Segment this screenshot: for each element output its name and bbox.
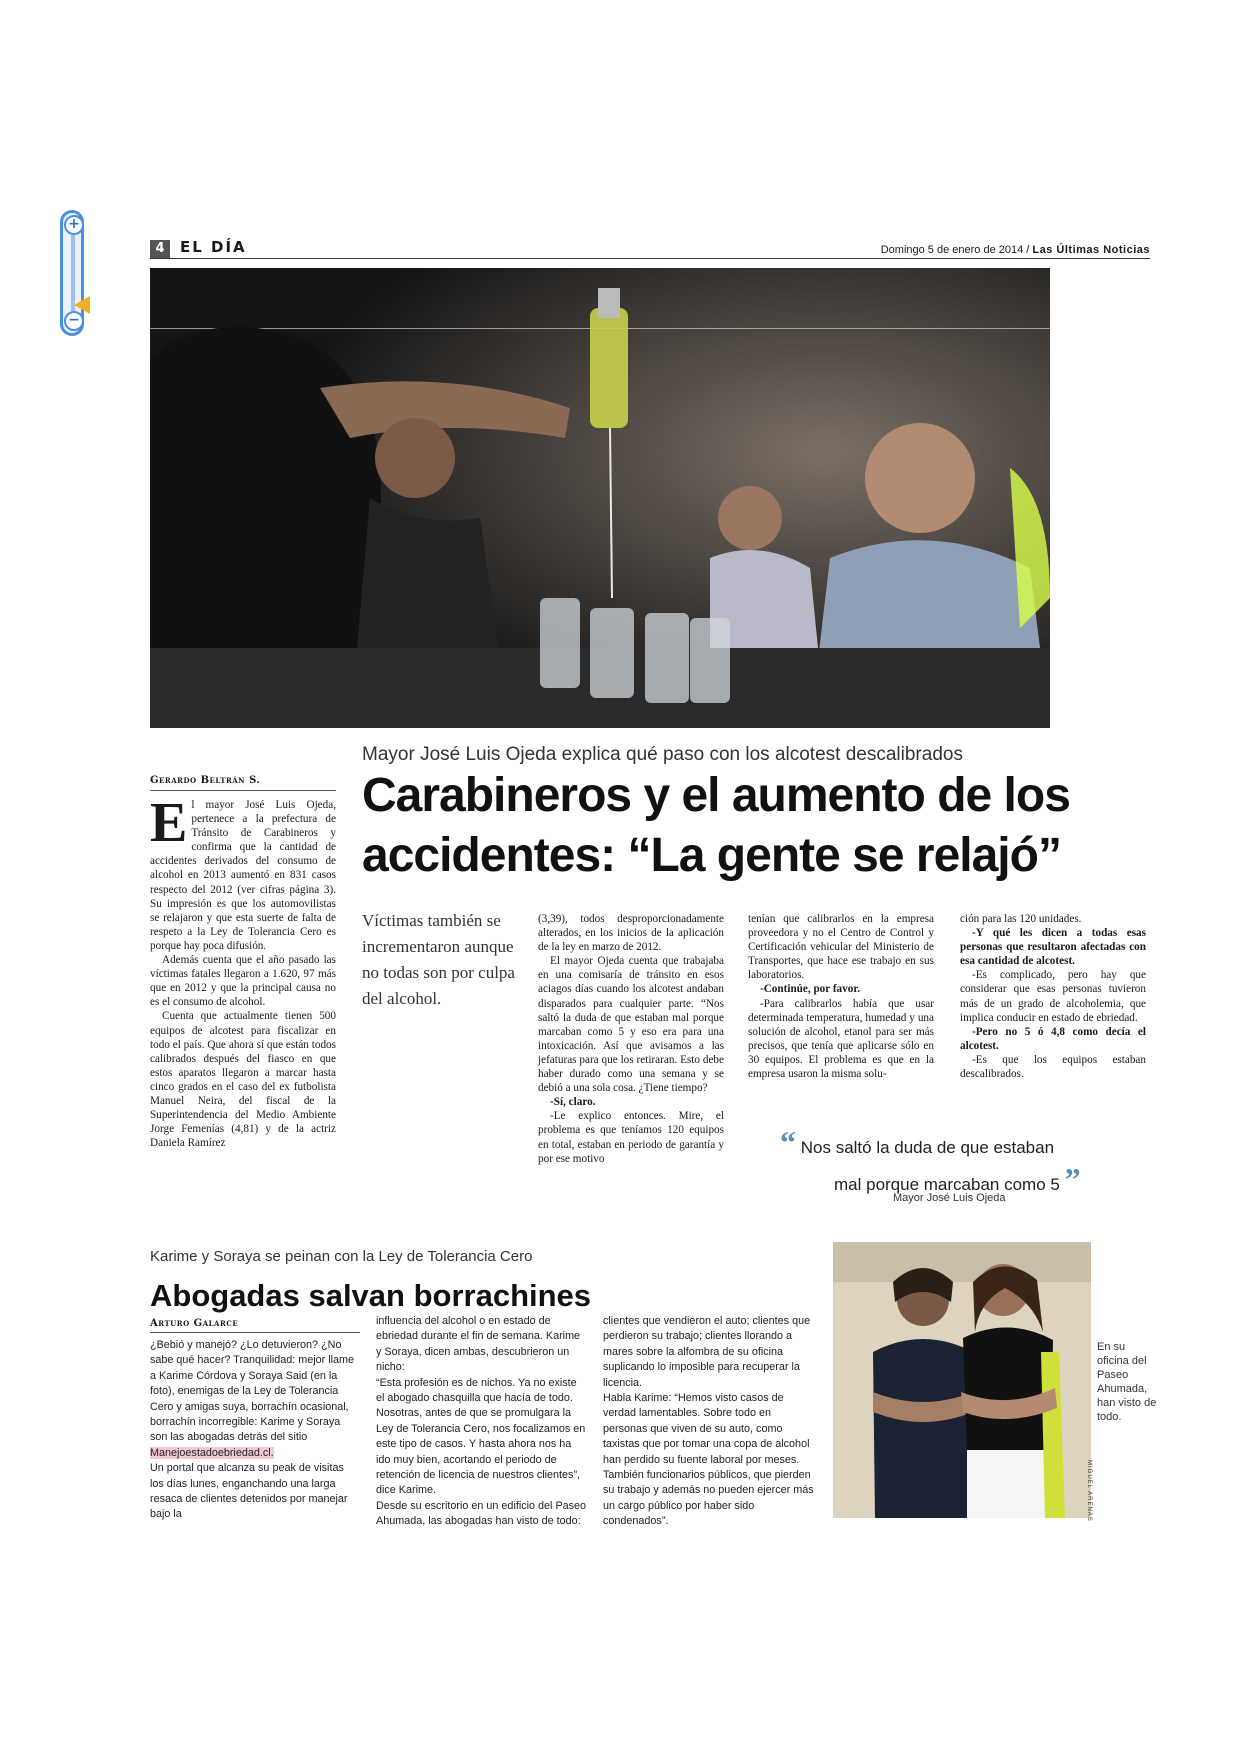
paragraph: ción para las 120 unidades. bbox=[960, 913, 1082, 925]
lawyers-photo bbox=[833, 1242, 1091, 1518]
article-column-3 bbox=[538, 912, 724, 1166]
article-column-1 bbox=[150, 792, 336, 1150]
paragraph: Un portal que alcanza su peak de visitas los días lunes, enganchando una larga resaca de clientes detenidos por manejar bajo la bbox=[150, 1462, 348, 1521]
second-column-2 bbox=[376, 1314, 588, 1530]
paragraph: l mayor José Luis Ojeda, pertenece a la prefectura de Tránsito de Carabineros y confirma que la cantidad de accidentes derivados del consumo de alcohol en 2013 aumentó en 831 casos respecto del 2012 (ver cifras página 3). Su impresión es que los automovilistas se relajaron y que esta suerte de falta de respeto a la Ley de Tolerancia Cero es porque hay poca difusión. bbox=[150, 799, 336, 952]
lawyers-photo-illustration bbox=[833, 1242, 1091, 1518]
drop-cap: E bbox=[150, 792, 188, 854]
paragraph: Habla Karime: “Hemos visto casos de verdad lamentables. Sobre todo en personas que viven de su auto, como taxistas que por tomar una copa de alcohol han perdido su fuente laboral por meses. También funcionarios públicos, que pierden su trabajo y además no pueden ejercer más un cargo público por haber sido condenados”. bbox=[603, 1392, 814, 1528]
second-article-kicker: Karime y Soraya se peinan con la Ley de Tolerancia Cero bbox=[150, 1248, 533, 1265]
paragraph: influencia del alcohol o en estado de ebriedad durante el fin de semana. Karime y Soraya, dicen ambas, descubrieron un nicho: bbox=[376, 1315, 581, 1374]
paragraph: tenían que calibrarlos en la empresa proveedora y no el Centro de Control y Certificación vehicular del Ministerio de Transportes, que hace ese trabajo en sus laboratorios. bbox=[748, 913, 934, 982]
zoom-handle[interactable] bbox=[74, 296, 90, 314]
quote-text-1: Nos saltó la duda de que estaban bbox=[800, 1138, 1055, 1157]
section-title: EL DÍA bbox=[180, 238, 247, 256]
zoom-out-button[interactable]: − bbox=[64, 311, 84, 331]
paragraph: -Para calibrarlos había que usar determinada temperatura, humedad y una solución de alcohol, etanol para ser más precisos, que tenía que aplicarse sólo en 30 equipos. El problema es que en la empresa usaron la misma solu- bbox=[748, 997, 934, 1081]
paragraph bbox=[150, 1338, 360, 1461]
paragraph: -Sí, claro. bbox=[550, 1096, 596, 1109]
newspaper-name: Las Últimas Noticias bbox=[1032, 244, 1150, 256]
paragraph: clientes que vendieron el auto; clientes que perdieron su trabajo; clientes llorando a mares sobre la alfombra de su oficina suplicando lo imposible para recuperar la licencia. bbox=[603, 1315, 811, 1389]
bar-photo-illustration bbox=[150, 268, 1050, 728]
zoom-slider[interactable] bbox=[60, 210, 84, 336]
paragraph: Desde su escritorio en un edificio del Paseo Ahumada, las abogadas han visto de todo: bbox=[376, 1499, 587, 1528]
page-number: 4 bbox=[150, 240, 170, 258]
dateline bbox=[881, 244, 1150, 256]
paragraph: (3,39), todos desproporcionadamente alterados, en los inicios de la aplicación de la ley en marzo de 2012. bbox=[538, 913, 724, 954]
second-column-1 bbox=[150, 1338, 360, 1523]
zoom-in-button[interactable]: + bbox=[64, 215, 84, 235]
paragraph: Además cuenta que el año pasado las víctimas fatales llegaron a 1.620, 97 más que en 2012 y que la principal causa no es el consumo de alcohol. bbox=[150, 954, 336, 1009]
paragraph: -Pero no 5 ó 4,8 como decía el alcotest. bbox=[960, 1025, 1146, 1052]
second-column-3 bbox=[603, 1314, 815, 1530]
pull-quote bbox=[780, 1124, 1160, 1198]
second-byline-rule bbox=[150, 1332, 360, 1333]
article-column-5 bbox=[960, 912, 1146, 1081]
article-kicker: Mayor José Luis Ojeda explica qué paso con los alcotest descalibrados bbox=[362, 744, 963, 765]
paragraph: -Es complicado, pero hay que considerar que esas personas tuvieron más de un grado de alcoholemia, que implica conducir en estado de ebriedad. bbox=[960, 969, 1146, 1024]
photo-caption: En su oficina del Paseo Ahumada, han visto de todo. bbox=[1097, 1341, 1157, 1423]
open-quote-mark: “ bbox=[780, 1124, 796, 1160]
paragraph: -Y qué les dicen a todas esas personas que resultaron afectadas con esa cantidad de alcotest. bbox=[960, 927, 1146, 968]
paragraph: -Le explico entonces. Mire, el problema es que teníamos 120 equipos en total, estaban en periodo de garantía y por ese motivo bbox=[538, 1110, 724, 1165]
byline-rule bbox=[150, 790, 336, 791]
dateline-separator: / bbox=[1023, 244, 1033, 256]
photo-credit: MIGUEL ARENAS bbox=[1086, 1460, 1092, 1522]
close-quote-mark: ” bbox=[1064, 1161, 1081, 1197]
article-headline: Carabineros y el aumento de los accidentes: “La gente se relajó” bbox=[362, 769, 1070, 882]
paragraph: -Continúe, por favor. bbox=[760, 983, 861, 996]
website-link[interactable]: Manejoestadoebriedad.cl. bbox=[150, 1446, 274, 1459]
article-column-4 bbox=[748, 912, 934, 1081]
quote-text-2: mal porque marcaban como 5 bbox=[834, 1175, 1060, 1194]
paragraph: Cuenta que actualmente tienen 500 equipos de alcotest para fiscalizar en todo el país. Que ahora sí que están todos calibrados después del fiasco en que estos aparatos llegaron a marcar hasta cinco grados en el caso del ex futbolista Manuel Neira, del fiscal de la Superintendencia del Medio Ambiente Jorge Femenías (4,81) y de la actriz Daniela Ramírez bbox=[150, 1010, 336, 1150]
paragraph-text: ¿Bebió y manejó? ¿Lo detuvieron? ¿No sabe qué hacer? Tranquilidad: mejor llame a Karime Córdova y Soraya Said (en la foto), enemigas de la Ley de Tolerancia Cero y amigas suya, borrachín ocasional, borrachín incorregible: Karime y Soraya son las abogadas detrás del sitio bbox=[150, 1339, 355, 1444]
byline: Gerardo Beltrán S. bbox=[150, 775, 261, 786]
second-byline: Arturo Galarce bbox=[150, 1318, 239, 1329]
pull-text: Víctimas también se incrementaron aunque no todas son por culpa del alcohol. bbox=[362, 911, 515, 1008]
quote-line-1 bbox=[780, 1124, 1160, 1161]
paragraph: “Esta profesión es de nichos. Ya no existe el abogado chasquilla que hacía de todo. Nosotras, antes de que se promulgara la Ley de Tolerancia Cero, nos focalizamos en este tipo de casos. Y hasta ahora nos ha ido muy bien, acortando el periodo de retención de licencia de nuestros clientes”, dice Karime. bbox=[376, 1376, 586, 1497]
paragraph: El mayor Ojeda cuenta que trabajaba en una comisaría de tránsito en esos aciagos días cuando los alcotest andaban disparados para cualquier parte. “Nos saltó la duda de que estaban mal porque marcaban como 5 y eso era para una intoxicación. Así que avisamos a las jefaturas para que los retiraran. Esto debe haber durado como una semana y se debió a una sola cosa. ¿Tiene tiempo? bbox=[538, 955, 724, 1095]
bar-photo bbox=[150, 268, 1050, 728]
second-article-headline: Abogadas salvan borrachines bbox=[150, 1278, 592, 1313]
header-rule bbox=[150, 258, 1150, 259]
paragraph: -Es que los equipos estaban descalibrados. bbox=[960, 1053, 1146, 1081]
date: Domingo 5 de enero de 2014 bbox=[880, 244, 1024, 256]
quote-credit: Mayor José Luis Ojeda bbox=[893, 1192, 1006, 1204]
